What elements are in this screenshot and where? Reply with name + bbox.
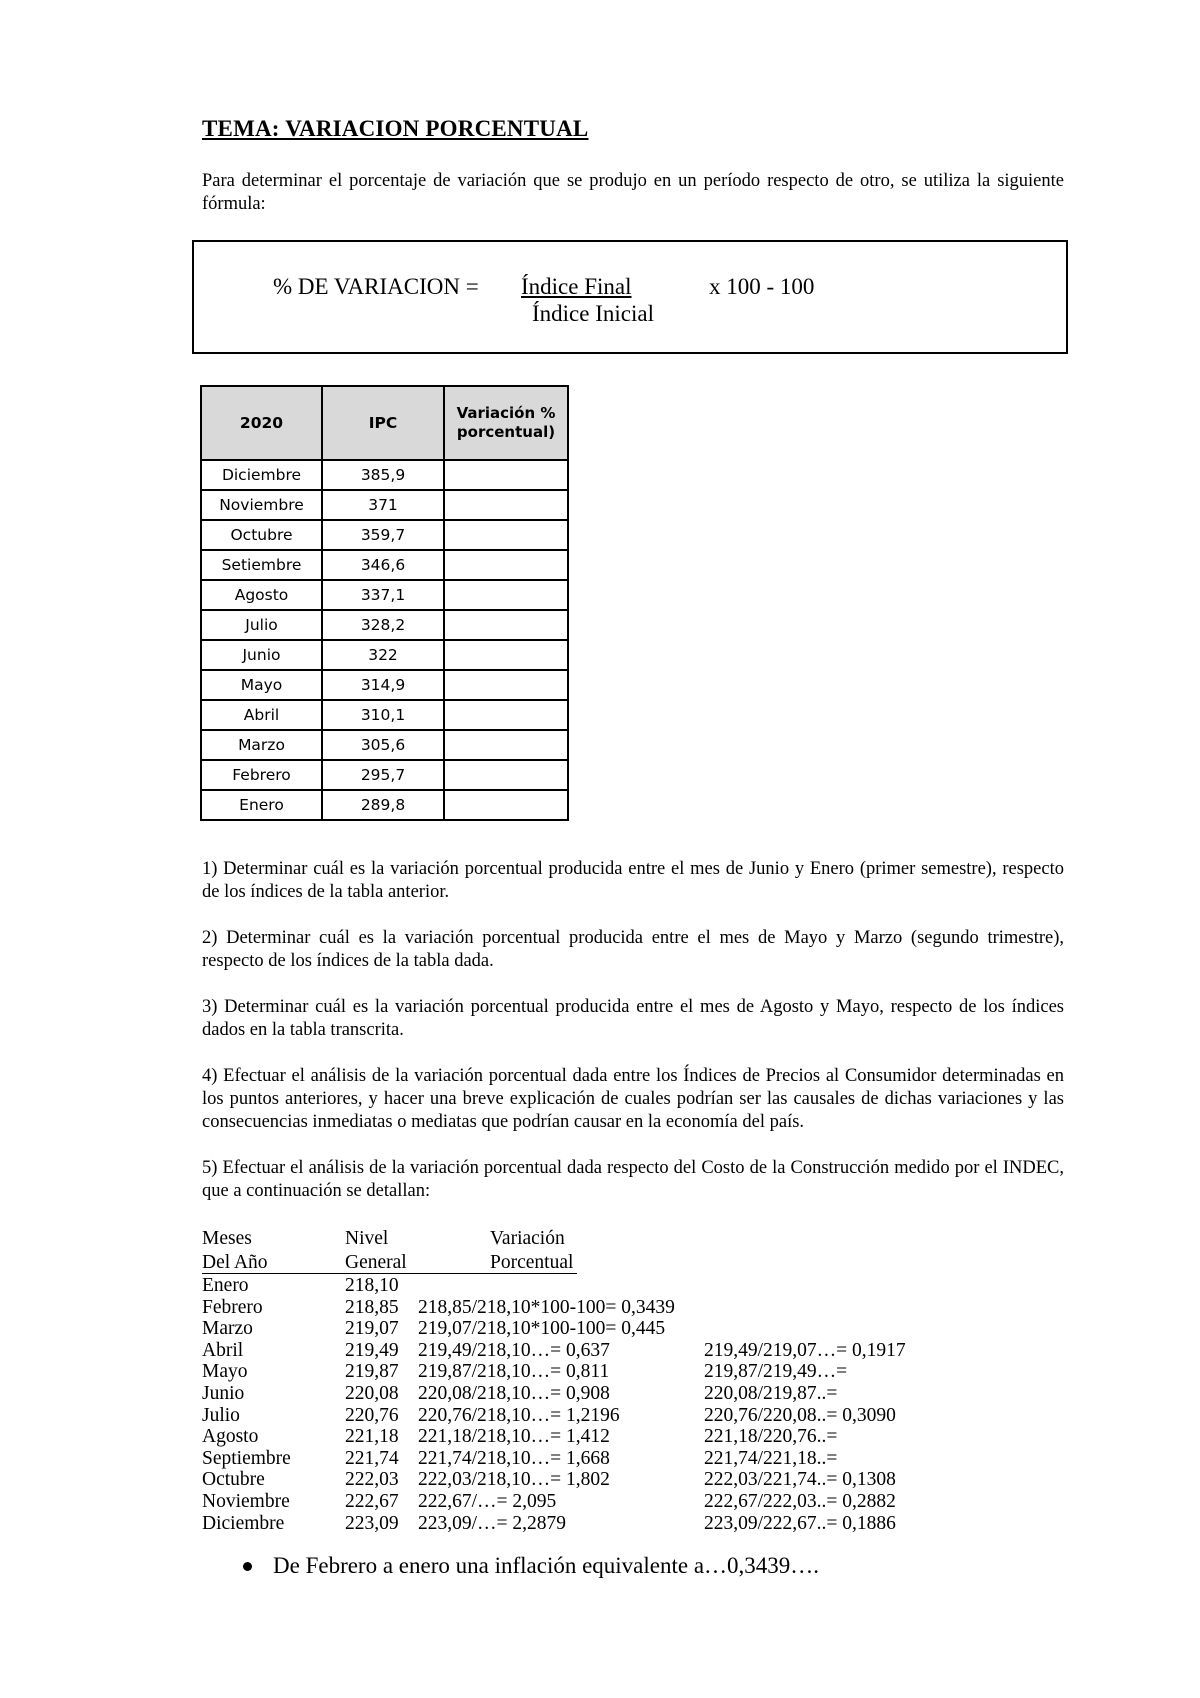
variation-calc-prev: 221,18/220,76..= xyxy=(704,1426,838,1448)
month-name: Agosto xyxy=(202,1426,259,1448)
header-underline xyxy=(202,1251,577,1274)
variation-cell xyxy=(444,760,568,790)
variation-calc: 219,49/218,10…= 0,637 xyxy=(418,1339,610,1361)
level-value: 220,76 xyxy=(345,1404,399,1426)
table-row xyxy=(201,610,568,640)
header-variation: Variación xyxy=(490,1228,565,1249)
intro-text: Para determinar el porcentaje de variación que se produjo en un período respecto de otro, se utiliza la siguiente fórmula: xyxy=(202,171,1064,214)
ipc-cell: 371 xyxy=(322,490,444,520)
month-name: Diciembre xyxy=(202,1512,285,1534)
variation-calc: 222,67/…= 2,095 xyxy=(418,1491,557,1512)
variation-calc: 220,08/218,10…= 0,908 xyxy=(418,1383,610,1404)
month-cell: Marzo xyxy=(201,730,322,760)
month-name: Septiembre xyxy=(202,1447,291,1469)
variation-cell xyxy=(444,670,568,700)
month-name: Mayo xyxy=(202,1361,248,1383)
month-name: Octubre xyxy=(202,1469,265,1491)
question-4 xyxy=(202,1065,1064,1134)
question-5 xyxy=(202,1157,1064,1203)
question-4-text: 4) Efectuar el análisis de la variación porcentual dada entre los Índices de Precios al Consumidor determinadas en los puntos anteriores, y hacer una breve explicación de cuales podrían ser las causales de dichas variaciones y las consecuencias inmediatas o mediatas que podrían causar en la economía del país. xyxy=(202,1066,1064,1132)
variation-calc-prev: 223,09/222,67..= 0,1886 xyxy=(704,1512,896,1534)
ipc-cell: 346,6 xyxy=(322,550,444,580)
table-row xyxy=(201,460,568,490)
month-cell: Diciembre xyxy=(201,460,322,490)
level-value: 218,10 xyxy=(345,1275,399,1296)
level-value: 218,85 xyxy=(345,1296,399,1318)
formula-box xyxy=(192,240,1068,354)
month-cell: Octubre xyxy=(201,520,322,550)
table-row xyxy=(201,790,568,820)
formula-denominator: Índice Inicial xyxy=(532,301,654,326)
table-row xyxy=(201,580,568,610)
month-cell: Agosto xyxy=(201,580,322,610)
ipc-cell: 359,7 xyxy=(322,520,444,550)
variation-calc-prev: 219,49/219,07…= 0,1917 xyxy=(704,1339,906,1361)
variation-calc: 220,76/218,10…= 1,2196 xyxy=(418,1404,620,1426)
ipc-cell: 305,6 xyxy=(322,730,444,760)
ipc-table-header xyxy=(201,386,568,460)
header-variation xyxy=(444,386,568,460)
month-cell: Mayo xyxy=(201,670,322,700)
page-title: TEMA: VARIACION PORCENTUAL xyxy=(202,116,589,141)
variation-cell xyxy=(444,790,568,820)
table-row xyxy=(201,730,568,760)
ipc-cell: 295,7 xyxy=(322,760,444,790)
variation-cell xyxy=(444,610,568,640)
level-value: 219,87 xyxy=(345,1361,399,1383)
question-5-text: 5) Efectuar el análisis de la variación porcentual dada respecto del Costo de la Construcción medido por el INDEC, que a continuación se detallan: xyxy=(202,1158,1064,1201)
month-name: Enero xyxy=(202,1275,249,1296)
variation-calc-prev: 219,87/219,49…= xyxy=(704,1361,848,1383)
variation-cell xyxy=(444,730,568,760)
month-cell: Noviembre xyxy=(201,490,322,520)
month-cell: Febrero xyxy=(201,760,322,790)
month-name: Abril xyxy=(202,1339,244,1361)
variation-cell xyxy=(444,550,568,580)
question-2-text: 2) Determinar cuál es la variación porcentual producida entre el mes de Mayo y Marzo (segundo trimestre), respecto de los índices de la tabla dada. xyxy=(202,928,1064,971)
question-2 xyxy=(202,927,1064,973)
variation-calc: 221,74/218,10…= 1,668 xyxy=(418,1447,610,1469)
header-ipc: IPC xyxy=(322,386,444,460)
variation-calc: 218,85/218,10*100-100= 0,3439 xyxy=(418,1296,675,1318)
variation-cell xyxy=(444,700,568,730)
header-level: Nivel xyxy=(345,1228,389,1249)
intro-paragraph xyxy=(202,170,1064,216)
question-1 xyxy=(202,858,1064,904)
monthly-table xyxy=(202,1227,962,1557)
ipc-cell: 310,1 xyxy=(322,700,444,730)
question-3-text: 3) Determinar cuál es la variación porcentual producida entre el mes de Agosto y Mayo, respecto de los índices dados en la tabla transcrita. xyxy=(202,997,1064,1040)
question-3 xyxy=(202,996,1064,1042)
month-name: Noviembre xyxy=(202,1491,290,1512)
header-year: 2020 xyxy=(201,386,322,460)
month-name: Febrero xyxy=(202,1296,263,1318)
variation-calc: 219,07/218,10*100-100= 0,445 xyxy=(418,1318,666,1340)
variation-calc-prev: 221,74/221,18..= xyxy=(704,1447,838,1469)
level-value: 220,08 xyxy=(345,1383,399,1404)
month-cell: Julio xyxy=(201,610,322,640)
month-name: Marzo xyxy=(202,1318,253,1340)
variation-calc: 221,18/218,10…= 1,412 xyxy=(418,1426,610,1448)
ipc-cell: 385,9 xyxy=(322,460,444,490)
level-value: 219,49 xyxy=(345,1339,399,1361)
ipc-cell: 322 xyxy=(322,640,444,670)
header-variation-text: Variación % porcentual) xyxy=(456,404,556,441)
bullet-text: De Febrero a enero una inflación equivalente a…0,3439…. xyxy=(273,1553,820,1578)
month-cell: Junio xyxy=(201,640,322,670)
level-value: 219,07 xyxy=(345,1318,399,1340)
ipc-table xyxy=(200,385,569,821)
variation-calc: 222,03/218,10…= 1,802 xyxy=(418,1469,610,1491)
table-row xyxy=(201,490,568,520)
variation-calc: 219,87/218,10…= 0,811 xyxy=(418,1361,610,1383)
month-cell: Abril xyxy=(201,700,322,730)
level-value: 222,03 xyxy=(345,1469,399,1491)
level-value: 221,18 xyxy=(345,1426,399,1448)
ipc-table-body xyxy=(201,460,568,820)
month-name: Julio xyxy=(202,1404,240,1426)
table-row xyxy=(201,640,568,670)
formula-numerator: Índice Final xyxy=(521,274,632,299)
month-name: Junio xyxy=(202,1383,245,1404)
bullet-icon xyxy=(243,1562,252,1571)
formula-multiplier: x 100 - 100 xyxy=(709,274,815,299)
variation-calc-prev: 220,76/220,08..= 0,3090 xyxy=(704,1404,896,1426)
variation-calc-prev: 220,08/219,87..= xyxy=(704,1383,838,1404)
header-general: General xyxy=(345,1251,407,1273)
level-value: 222,67 xyxy=(345,1491,399,1512)
level-value: 223,09 xyxy=(345,1512,399,1534)
ipc-cell: 337,1 xyxy=(322,580,444,610)
variation-calc: 223,09/…= 2,2879 xyxy=(418,1512,567,1534)
ipc-cell: 328,2 xyxy=(322,610,444,640)
variation-cell xyxy=(444,460,568,490)
variation-cell xyxy=(444,580,568,610)
ipc-cell: 314,9 xyxy=(322,670,444,700)
level-value: 221,74 xyxy=(345,1447,399,1469)
month-cell: Enero xyxy=(201,790,322,820)
variation-calc-prev: 222,03/221,74..= 0,1308 xyxy=(704,1469,896,1491)
variation-cell xyxy=(444,640,568,670)
question-1-text: 1) Determinar cuál es la variación porcentual producida entre el mes de Junio y Enero (primer semestre), respecto de los índices de la tabla anterior. xyxy=(202,859,1064,902)
month-cell: Setiembre xyxy=(201,550,322,580)
variation-calc-prev: 222,67/222,03..= 0,2882 xyxy=(704,1491,896,1512)
table-row xyxy=(201,520,568,550)
header-of-year: Del Año xyxy=(202,1251,268,1273)
table-row xyxy=(201,700,568,730)
header-percentual: Porcentual xyxy=(490,1251,574,1273)
table-row xyxy=(201,760,568,790)
ipc-cell: 289,8 xyxy=(322,790,444,820)
formula-label: % DE VARIACION = xyxy=(273,274,479,299)
variation-cell xyxy=(444,520,568,550)
variation-cell xyxy=(444,490,568,520)
table-row xyxy=(201,550,568,580)
header-months: Meses xyxy=(202,1228,252,1249)
table-row xyxy=(201,670,568,700)
